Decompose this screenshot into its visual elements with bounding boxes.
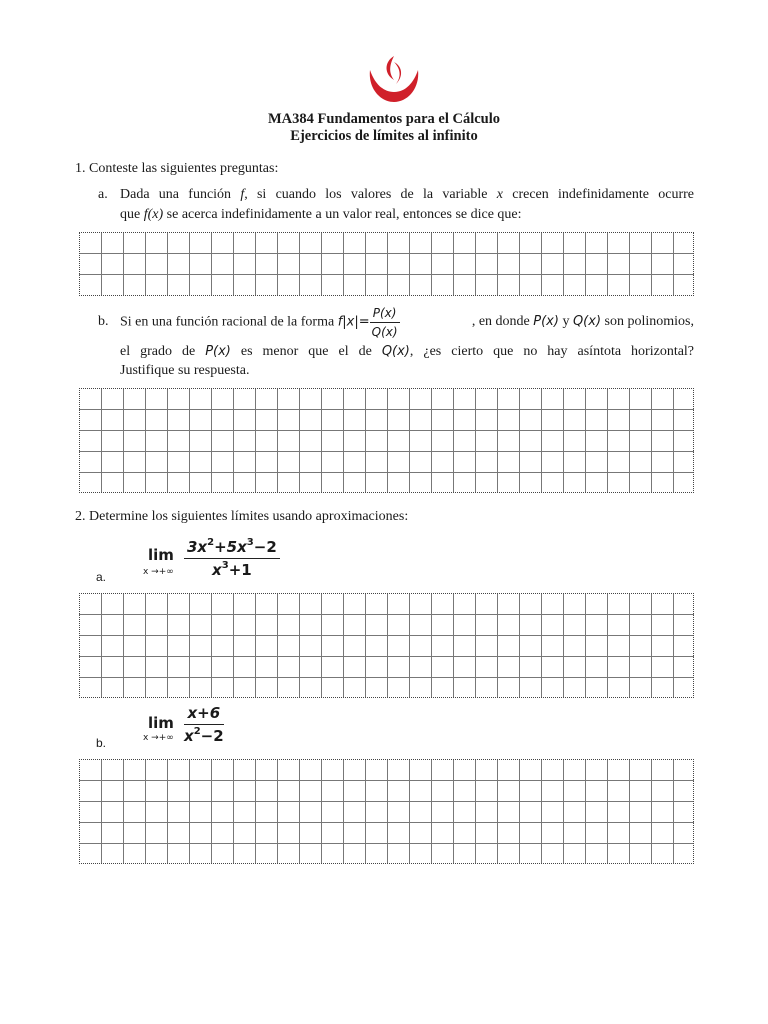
answer-grid-1a[interactable] [79, 232, 694, 296]
item-1a-label: a. [98, 187, 108, 202]
section-1-heading: 1. Conteste las siguientes preguntas: [75, 161, 279, 176]
item-2a-label: a. [96, 570, 107, 584]
section-2-heading: 2. Determine los siguientes límites usando aproximaciones: [75, 509, 409, 524]
item-2b-label: b. [96, 736, 107, 750]
item-1a-line1: Dada una función f, si cuando los valores de la variable x crecen indefinidamente ocurre [120, 187, 694, 202]
item-1b-line2: el grado de P(x) es menor que el de Q(x), ¿es cierto que no hay asíntota horizontal? [120, 344, 695, 359]
fraction-2a: $3x^2+5x^3-2$ $x^3+1$ [184, 537, 280, 579]
item-1a-line2: que f(x) se acerca indefinidamente a un valor real, entonces se dice que: [120, 207, 522, 222]
fraction-2b: x+6 $x^2-2$ [184, 704, 224, 745]
page-subtitle: Ejercicios de límites al infinito [290, 128, 478, 144]
item-1b-line3: Justifique su respuesta. [120, 363, 250, 378]
item-1b-label: b. [98, 314, 109, 329]
answer-grid-1b[interactable] [79, 388, 694, 493]
university-logo [364, 52, 424, 104]
limit-2a: lim x →+∞ [143, 546, 174, 577]
answer-grid-2b[interactable] [79, 759, 694, 864]
limit-2b: lim x →+∞ [143, 714, 174, 743]
item-1b-line1: Si en una función racional de la forma f|x|= $\frac{P(x)}{Q(x)}$ , en donde P(x) y Q(x) son polinomios, [120, 305, 694, 339]
answer-grid-2a[interactable] [79, 593, 694, 698]
page-title: MA384 Fundamentos para el Cálculo [268, 111, 500, 127]
